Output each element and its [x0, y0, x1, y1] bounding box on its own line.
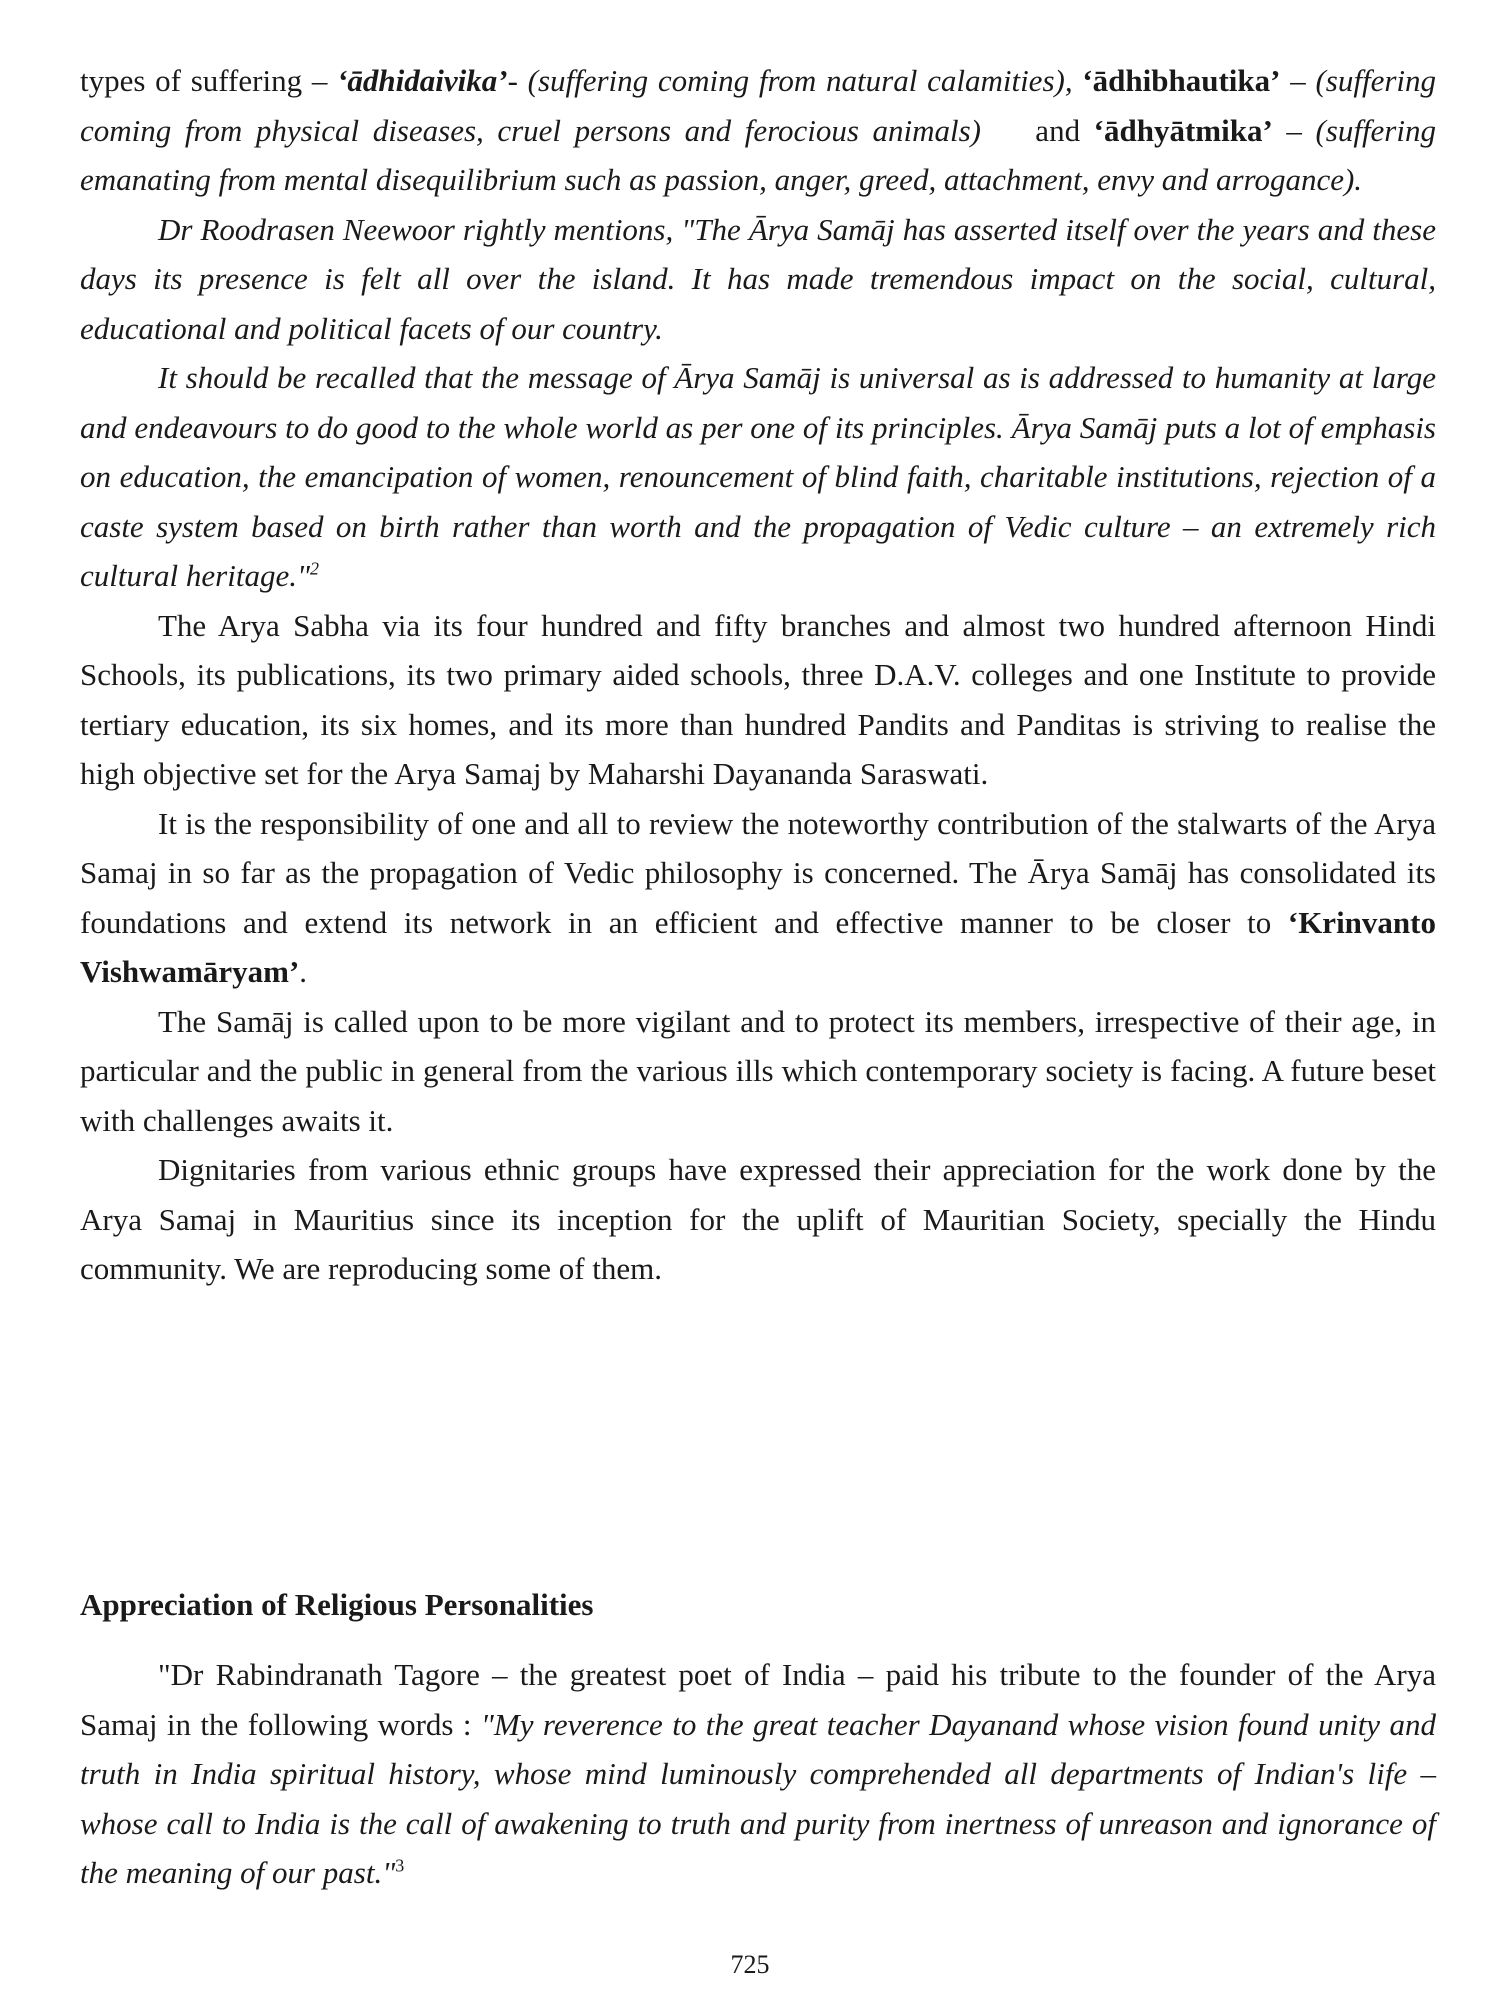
paragraph-suffering-types — [80, 56, 1436, 205]
footnote-marker: 2 — [310, 558, 319, 579]
tagore-quote: "My reverence to the great teacher Dayanand whose vision found unity and truth in India spiritual history, whose mind luminously comprehended all departments of Indian's life – whose call to India is the call of awakening to truth and purity from inertness of unreason and ignorance of the meaning of our past." — [80, 1706, 1436, 1890]
tagore-paragraph-wrap — [80, 1650, 1436, 1898]
page-number: 725 — [730, 1950, 770, 1979]
text: - — [507, 63, 528, 98]
paragraph-dignitaries: Dignitaries from various ethnic groups have expressed their appreciation for the work done by the Arya Samaj in Mauritius since its inception for the uplift of Mauritian Society, specially the Hindu community. We are reproducing some of them. — [80, 1152, 1436, 1286]
text: – — [1280, 63, 1316, 98]
desc-adhyatmika: (suffering emanating from mental disequilibrium such as passion, anger, greed, attachment, envy and arrogance). — [80, 112, 1436, 197]
text: . — [299, 954, 308, 989]
text: It should be recalled that the message of Ārya Samāj is universal as is addressed to humanity at large and endeavours to do good to the whole world as per one of its principles. Ārya Samāj puts a lot of emphasis on education, the emancipation of women, renouncement of blind faith, charitable institutions, rejection of a caste system based on birth rather than worth and the propagation of Vedic culture – an extremely rich cultural heritage." — [80, 360, 1436, 593]
text: types of suffering – — [80, 63, 338, 98]
footnote-marker: 3 — [395, 1855, 405, 1876]
paragraph-responsibility — [80, 799, 1436, 997]
text: and — [981, 112, 1094, 148]
paragraph-neewoor-quote: Dr Roodrasen Neewoor rightly mentions, "The Ārya Samāj has asserted itself over the years and these days its presence is felt all over the island. It has made tremendous impact on the social, cultural, educational and political facets of our country. — [80, 211, 1436, 346]
paragraph-tagore — [80, 1650, 1436, 1898]
document-body — [80, 56, 1436, 1294]
paragraph-arya-sabha: The Arya Sabha via its four hundred and fifty branches and almost two hundred afternoon Hindi Schools, its publications, its two primary aided schools, three D.A.V. colleges and one Institute to provide tertiary education, its six homes, and its more than hundred Pandits and Panditas is striving to realise the high objective set for the Arya Samaj by Maharshi Dayananda Saraswati. — [80, 607, 1436, 791]
section-heading-wrap — [80, 1580, 593, 1630]
paragraph-universal-message — [80, 353, 1436, 601]
text: "Dr Rabindranath Tagore – the greatest poet of India – paid his tribute to the founder of the Arya Samaj in the following words : — [80, 1657, 1436, 1742]
text: – — [1272, 112, 1316, 148]
text — [1073, 63, 1083, 98]
term-adhibhautika: ‘ādhibhautika’ — [1082, 63, 1281, 98]
desc-adhidaivika: (suffering coming from natural calamities), — [527, 63, 1073, 98]
term-krinvanto: ‘Krinvanto Vishwamāryam’ — [80, 904, 1436, 989]
section-heading: Appreciation of Religious Personalities — [80, 1587, 594, 1622]
desc-adhibhautika: (suffering coming from physical diseases, cruel persons and ferocious animals) — [80, 63, 1437, 148]
text: It is the responsibility of one and all to review the noteworthy contribution of the stalwarts of the Arya Samaj in so far as the propagation of Vedic philosophy is concerned. The Ārya Samāj has consolidated its foundations and extend its network in an efficient and effective manner to be closer to — [80, 805, 1436, 940]
paragraph-samaj-vigilant: The Samāj is called upon to be more vigilant and to protect its members, irrespective of their age, in particular and the public in general from the various ills which contemporary society is facing. A future beset with challenges awaits it. — [80, 1003, 1436, 1138]
term-adhyatmika: ‘ādhyātmika’ — [1093, 112, 1273, 148]
term-adhidaivika: ‘ādhidaivika’ — [337, 63, 508, 98]
